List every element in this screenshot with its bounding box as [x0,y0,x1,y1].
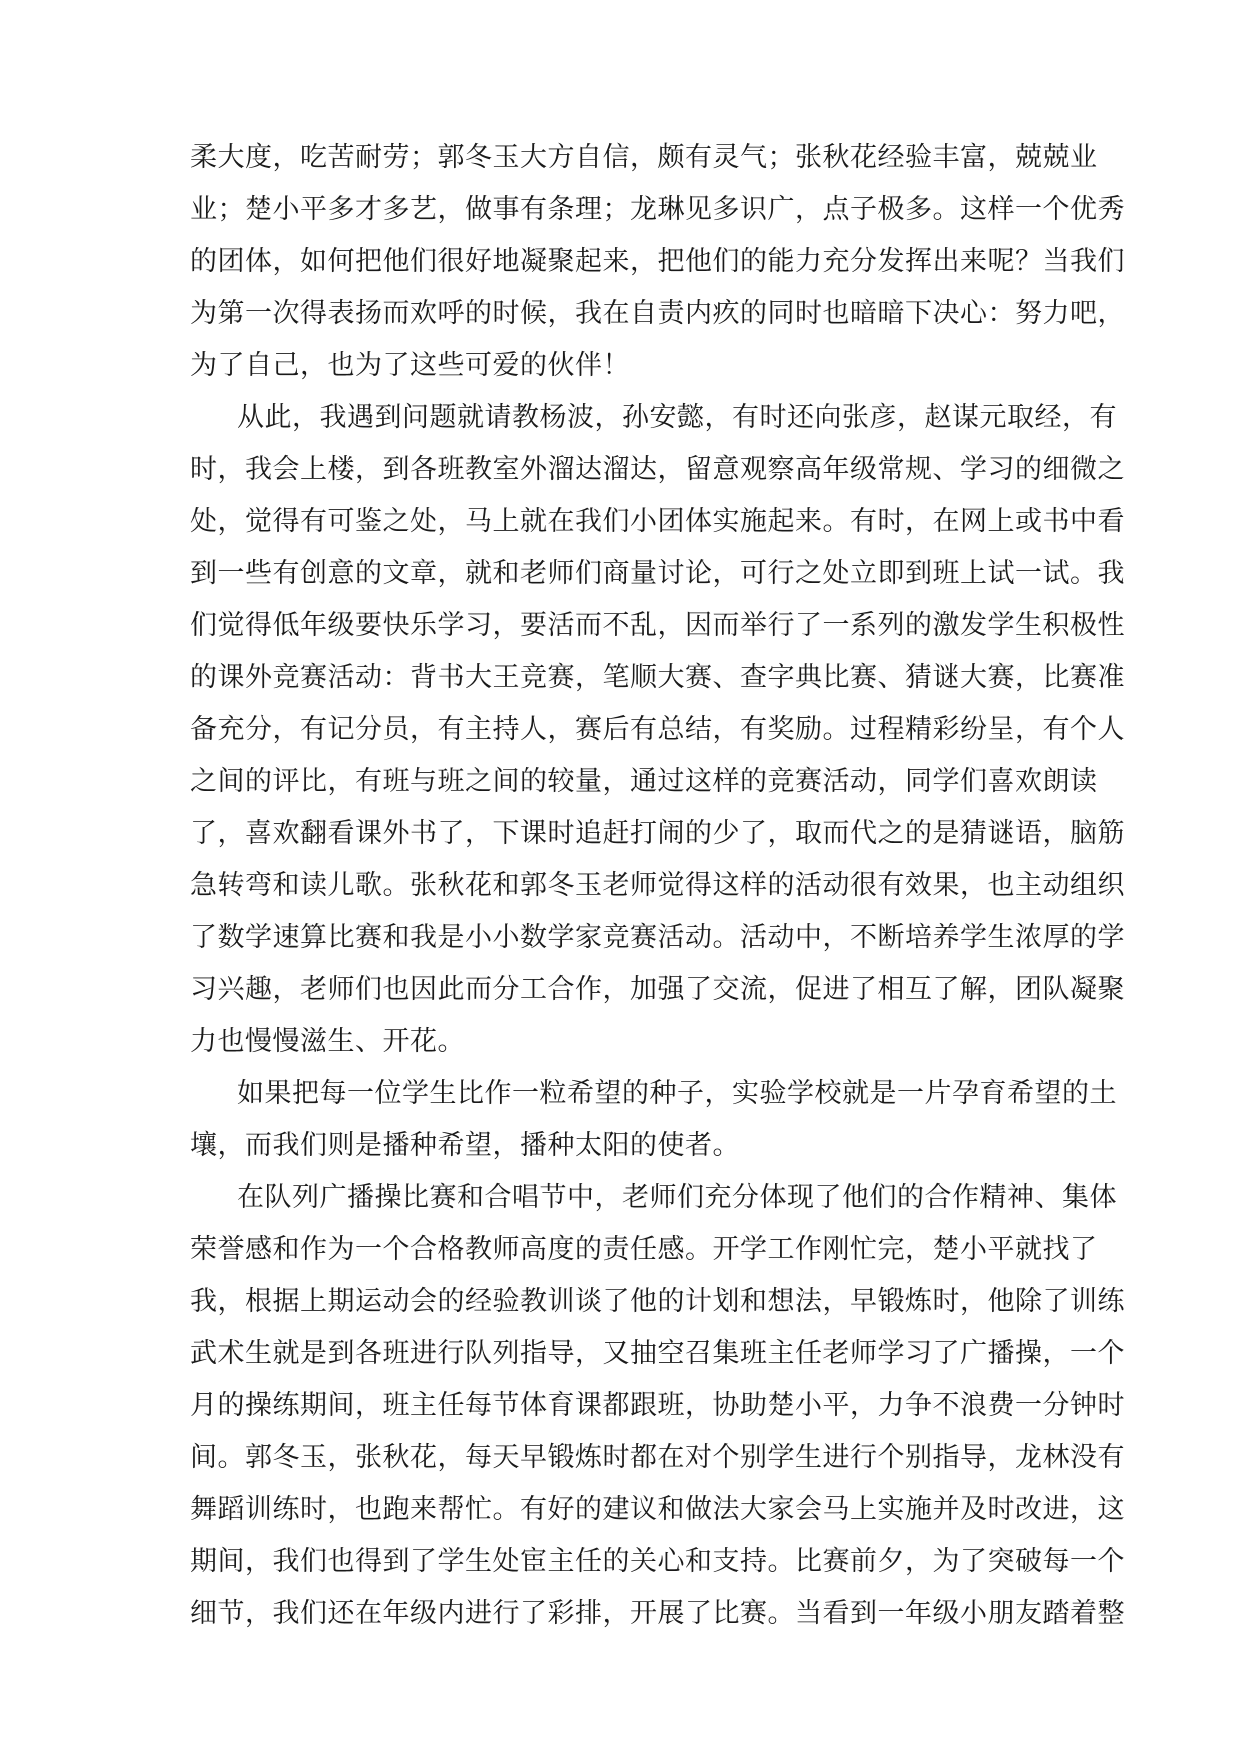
text-line: 柔大度，吃苦耐劳；郭冬玉大方自信，颇有灵气；张秋花经验丰富，兢兢业 [190,142,1098,173]
text-line: 为了自己，也为了这些可爱的伙伴！ [190,350,630,381]
text-line: 武术生就是到各班进行队列指导，又抽空召集班主任老师学习了广播操，一个 [190,1338,1125,1369]
text-line: 的团体，如何把他们很好地凝聚起来，把他们的能力充分发挥出来呢？当我们 [190,246,1125,277]
text-line: 备充分，有记分员，有主持人，赛后有总结，有奖励。过程精彩纷呈，有个人 [190,714,1125,745]
text-line: 细节，我们还在年级内进行了彩排，开展了比赛。当看到一年级小朋友踏着整 [190,1598,1125,1629]
text-line: 间。郭冬玉，张秋花，每天早锻炼时都在对个别学生进行个别指导，龙林没有 [190,1442,1125,1473]
text-line: 我，根据上期运动会的经验教训谈了他的计划和想法，早锻炼时，他除了训练 [190,1286,1125,1317]
text-line: 力也慢慢滋生、开花。 [190,1026,465,1057]
paragraph-first-line: 如果把每一位学生比作一粒希望的种子，实验学校就是一片孕育希望的土 [237,1078,1117,1109]
text-line: 的课外竞赛活动：背书大王竞赛，笔顺大赛、查字典比赛、猜谜大赛，比赛准 [190,662,1125,693]
text-line: 荣誉感和作为一个合格教师高度的责任感。开学工作刚忙完，楚小平就找了 [190,1234,1098,1265]
text-line: 了，喜欢翻看课外书了，下课时追赶打闹的少了，取而代之的是猜谜语，脑筋 [190,818,1125,849]
text-line: 舞蹈训练时，也跑来帮忙。有好的建议和做法大家会马上实施并及时改进，这 [190,1494,1125,1525]
text-line: 们觉得低年级要快乐学习，要活而不乱，因而举行了一系列的激发学生积极性 [190,610,1125,641]
text-line: 为第一次得表扬而欢呼的时候，我在自责内疚的同时也暗暗下决心：努力吧， [190,298,1125,329]
text-line: 到一些有创意的文章，就和老师们商量讨论，可行之处立即到班上试一试。我 [190,558,1125,589]
text-line: 了数学速算比赛和我是小小数学家竞赛活动。活动中，不断培养学生浓厚的学 [190,922,1125,953]
paragraph-first-line: 从此，我遇到问题就请教杨波，孙安懿，有时还向张彦，赵谋元取经，有 [237,402,1117,433]
text-line: 壤，而我们则是播种希望，播种太阳的使者。 [190,1130,740,1161]
text-line: 业；楚小平多才多艺，做事有条理；龙琳见多识广，点子极多。这样一个优秀 [190,194,1125,225]
text-line: 时，我会上楼，到各班教室外溜达溜达，留意观察高年级常规、学习的细微之 [190,454,1125,485]
text-line: 处，觉得有可鉴之处，马上就在我们小团体实施起来。有时，在网上或书中看 [190,506,1125,537]
text-line: 期间，我们也得到了学生处宦主任的关心和支持。比赛前夕，为了突破每一个 [190,1546,1125,1577]
paragraph-first-line: 在队列广播操比赛和合唱节中，老师们充分体现了他们的合作精神、集体 [237,1182,1117,1213]
text-line: 急转弯和读儿歌。张秋花和郭冬玉老师觉得这样的活动很有效果，也主动组织 [190,870,1125,901]
text-line: 习兴趣，老师们也因此而分工合作，加强了交流，促进了相互了解，团队凝聚 [190,974,1125,1005]
text-line: 之间的评比，有班与班之间的较量，通过这样的竞赛活动，同学们喜欢朗读 [190,766,1098,797]
text-line: 月的操练期间，班主任每节体育课都跟班，协助楚小平，力争不浪费一分钟时 [190,1390,1125,1421]
